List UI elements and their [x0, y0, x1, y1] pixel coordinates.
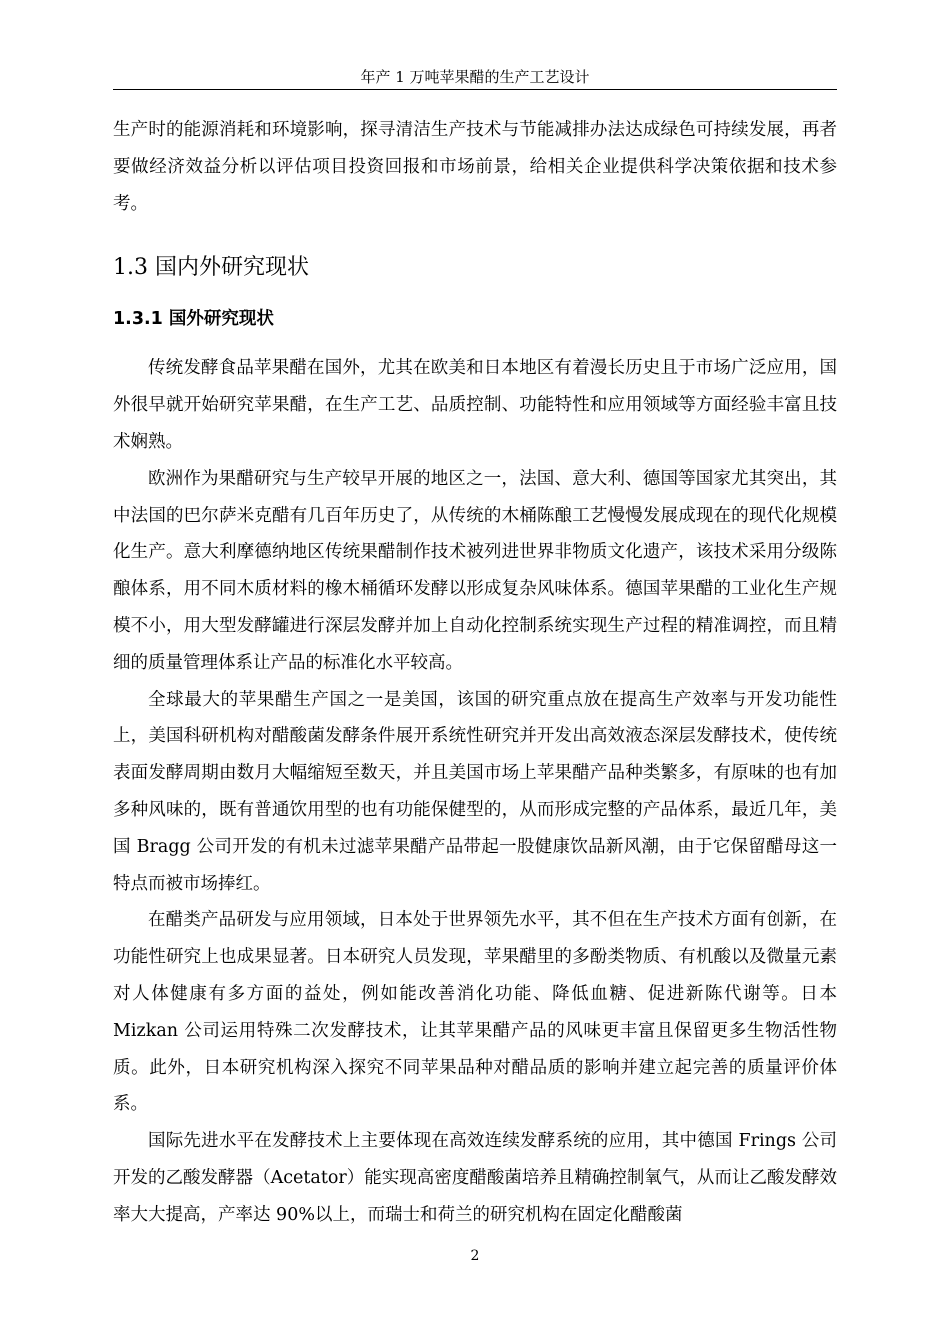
subsection-heading-1-3-1: 1.3.1 国外研究现状: [113, 309, 274, 330]
paragraph-4: 在醋类产品研发与应用领域，日本处于世界领先水平，其不但在生产技术方面有创新，在功能性研究上也成果显著。日本研究人员发现，苹果醋里的多酚类物质、有机酸以及微量元素对人体健康有多方面的益处，例如能改善消化功能、降低血糖、促进新陈代谢等。日本 Mizkan 公司运用特殊二次发酵技术，让其苹果醋产品的风味更丰富且保留更多生物活性物质。此外，日本研究机构深入探究不同苹果品种对醋品质的影响并建立起完善的质量评价体系。: [113, 910, 837, 1115]
document-body: [113, 112, 837, 1234]
paragraph-1: 传统发酵食品苹果醋在国外，尤其在欧美和日本地区有着漫长历史且于市场广泛应用，国外很早就开始研究苹果醋，在生产工艺、品质控制、功能特性和应用领域等方面经验丰富且技术娴熟。: [113, 358, 837, 452]
paragraph-3: 全球最大的苹果醋生产国之一是美国，该国的研究重点放在提高生产效率与开发功能性上，美国科研机构对醋酸菌发酵条件展开系统性研究并开发出高效液态深层发酵技术，使传统表面发酵周期由数月大幅缩短至数天，并且美国市场上苹果醋产品种类繁多，有原味的也有加多种风味的，既有普通饮用型的也有功能保健型的，从而形成完整的产品体系，最近几年，美国 Bragg 公司开发的有机未过滤苹果醋产品带起一股健康饮品新风潮，由于它保留醋母这一特点而被市场捧红。: [113, 689, 837, 894]
running-header: 年产 1 万吨苹果醋的生产工艺设计: [113, 66, 837, 90]
paragraph-intro-continued: 生产时的能源消耗和环境影响，探寻清洁生产技术与节能减排办法达成绿色可持续发展，再者要做经济效益分析以评估项目投资回报和市场前景，给相关企业提供科学决策依据和技术参考。: [113, 120, 837, 214]
paragraph-5: 国际先进水平在发酵技术上主要体现在高效连续发酵系统的应用，其中德国 Frings 公司开发的乙酸发酵器（Acetator）能实现高密度醋酸菌培养且精确控制氧气，从而让乙酸发酵效率大大提高，产率达 90%以上，而瑞士和荷兰的研究机构在固定化醋酸菌: [113, 1131, 837, 1225]
page-number: 2: [470, 1248, 480, 1264]
paragraph-2: 欧洲作为果醋研究与生产较早开展的地区之一，法国、意大利、德国等国家尤其突出，其中法国的巴尔萨米克醋有几百年历史了，从传统的木桶陈酿工艺慢慢发展成现在的现代化规模化生产。意大利摩德纳地区传统果醋制作技术被列进世界非物质文化遗产，该技术采用分级陈酿体系，用不同木质材料的橡木桶循环发酵以形成复杂风味体系。德国苹果醋的工业化生产规模不小，用大型发酵罐进行深层发酵并加上自动化控制系统实现生产过程的精准调控，而且精细的质量管理体系让产品的标准化水平较高。: [113, 468, 837, 673]
section-heading-1-3: 1.3 国内外研究现状: [113, 255, 309, 281]
